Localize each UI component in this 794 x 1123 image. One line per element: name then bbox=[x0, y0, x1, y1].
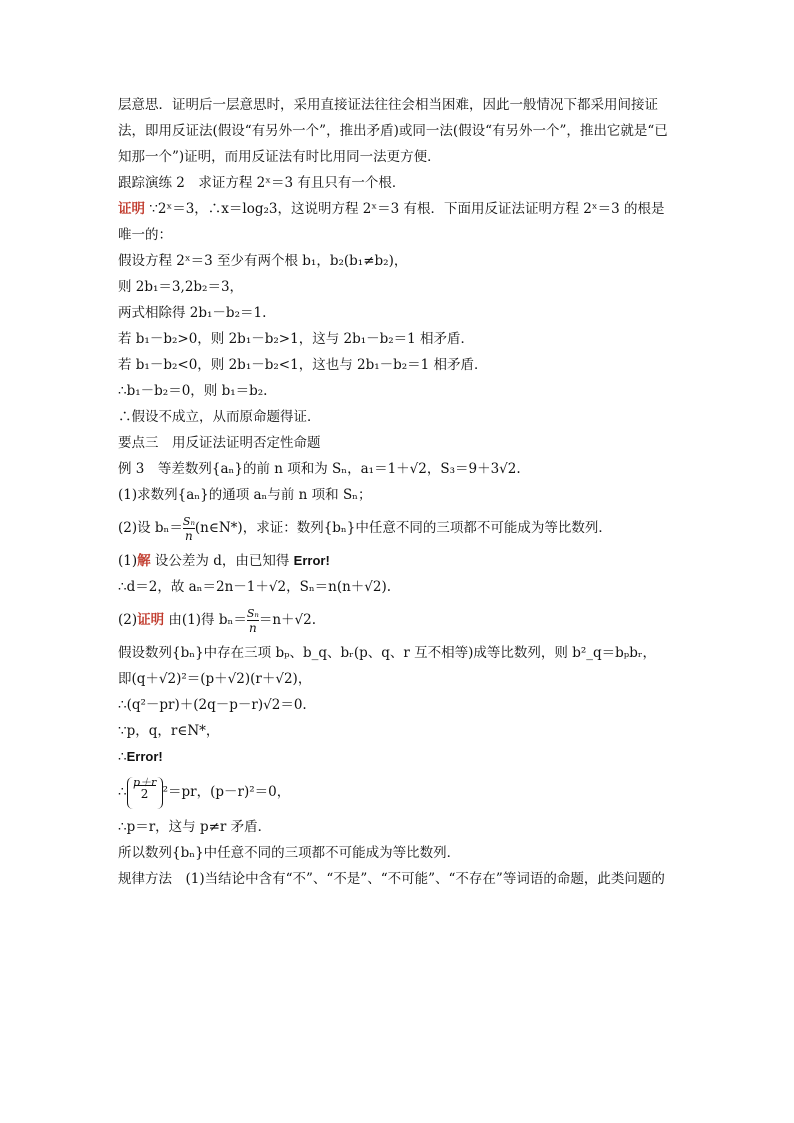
proof-text: ∵2ˣ＝3，∴x＝log₂3，这说明方程 2ˣ＝3 有根．下面用反证法证明方程 2ˣ＝3 的根是 bbox=[149, 201, 665, 217]
text-line: ∴(q²－pr)＋(2q－p－r)√2＝0. bbox=[118, 697, 307, 713]
fraction-numerator: Sₙ bbox=[182, 514, 195, 528]
text-segment: ²＝pr，(p－r)²＝0， bbox=[162, 784, 291, 800]
text-line: ∴d＝2，故 aₙ＝2n－1＋√2，Sₙ＝n(n＋√2). bbox=[118, 579, 392, 595]
text-line: 法，即用反证法(假设“有另外一个”，推出矛盾)或同一法(假设“有另外一个”，推出它就是“已 bbox=[118, 123, 668, 139]
document-body bbox=[118, 92, 678, 892]
fraction-numerator: p＋r bbox=[132, 775, 157, 789]
text-line: ∴假设不成立，从而原命题得证． bbox=[118, 409, 321, 425]
text-line: (1)求数列{aₙ}的通项 aₙ与前 n 项和 Sₙ； bbox=[118, 487, 372, 503]
text-line: 假设数列{bₙ}中存在三项 bₚ、b_q、bᵣ(p、q、r 互不相等)成等比数列，则 b²_q＝bₚbᵣ， bbox=[118, 645, 657, 661]
fraction-denominator: n bbox=[247, 620, 259, 635]
text-segment: ＝n＋√2. bbox=[258, 612, 317, 628]
text-line-fraction bbox=[118, 508, 678, 548]
proof-line bbox=[118, 196, 678, 222]
fraction bbox=[183, 515, 195, 543]
proof-label: 证明 bbox=[118, 201, 145, 217]
proof-line-fraction bbox=[118, 600, 678, 640]
error-placeholder: Error! bbox=[293, 553, 330, 568]
text-line: 则 2b₁＝3,2b₂＝3， bbox=[118, 279, 244, 295]
text-segment: 设公差为 d，由已知得 bbox=[154, 553, 290, 569]
text-segment: ∴ bbox=[118, 749, 127, 765]
fraction-denominator: n bbox=[183, 528, 195, 543]
text-line: ∴p＝r，这与 p≠r 矛盾． bbox=[118, 819, 272, 835]
text-line: ∴b₁－b₂＝0，则 b₁＝b₂. bbox=[118, 383, 268, 399]
text-line: 所以数列{bₙ}中任意不同的三项都不可能成为等比数列． bbox=[118, 845, 461, 861]
text-line: 若 b₁－b₂>0，则 2b₁－b₂>1，这与 2b₁－b₂＝1 相矛盾． bbox=[118, 331, 475, 347]
text-line: 唯一的： bbox=[118, 227, 172, 243]
text-segment: (n∈N*)，求证：数列{bₙ}中任意不同的三项都不可能成为等比数列． bbox=[194, 520, 612, 536]
parenthesized-fraction bbox=[127, 777, 163, 809]
text-segment: (1) bbox=[118, 553, 138, 569]
fraction-denominator: 2 bbox=[134, 785, 156, 802]
example-heading: 例 3 等差数列{aₙ}的前 n 项和为 Sₙ，a₁＝1＋√2，S₃＝9＋3√2. bbox=[118, 461, 521, 477]
text-line: 若 b₁－b₂<0，则 2b₁－b₂<1，这也与 2b₁－b₂＝1 相矛盾． bbox=[118, 357, 488, 373]
text-line: 层意思．证明后一层意思时，采用直接证法往往会相当困难，因此一般情况下都采用间接证 bbox=[118, 97, 658, 113]
text-segment: ∴ bbox=[118, 784, 127, 800]
error-placeholder: Error! bbox=[126, 749, 163, 764]
text-segment: 由(1)得 bₙ＝ bbox=[168, 612, 247, 628]
solution-label: 解 bbox=[137, 553, 151, 569]
text-line-paren-fraction bbox=[118, 770, 678, 814]
text-line: ∵p，q，r∈N*， bbox=[118, 723, 220, 739]
text-line: 假设方程 2ˣ＝3 至少有两个根 b₁，b₂(b₁≠b₂)， bbox=[118, 253, 408, 269]
text-segment: (2) bbox=[118, 612, 138, 628]
proof-label: 证明 bbox=[137, 612, 165, 628]
text-line: 两式相除得 2b₁－b₂＝1. bbox=[118, 305, 267, 321]
text-segment: (2)设 bₙ＝ bbox=[118, 520, 183, 536]
solution-line bbox=[118, 548, 678, 574]
section-heading: 要点三 用反证法证明否定性命题 bbox=[118, 435, 321, 451]
method-heading-line: 规律方法 (1)当结论中含有“不”、“不是”、“不可能”、“不存在”等词语的命题，此类问题的 bbox=[118, 871, 665, 887]
fraction-numerator: Sₙ bbox=[246, 606, 259, 620]
text-line: 即(q＋√2)²＝(p＋√2)(r＋√2)， bbox=[118, 671, 312, 687]
text-line: 知那一个”)证明，而用反证法有时比用同一法更方便． bbox=[118, 149, 441, 165]
exercise-heading: 跟踪演练 2 求证方程 2ˣ＝3 有且只有一个根． bbox=[118, 175, 406, 191]
fraction bbox=[247, 607, 259, 635]
text-line bbox=[118, 744, 678, 770]
